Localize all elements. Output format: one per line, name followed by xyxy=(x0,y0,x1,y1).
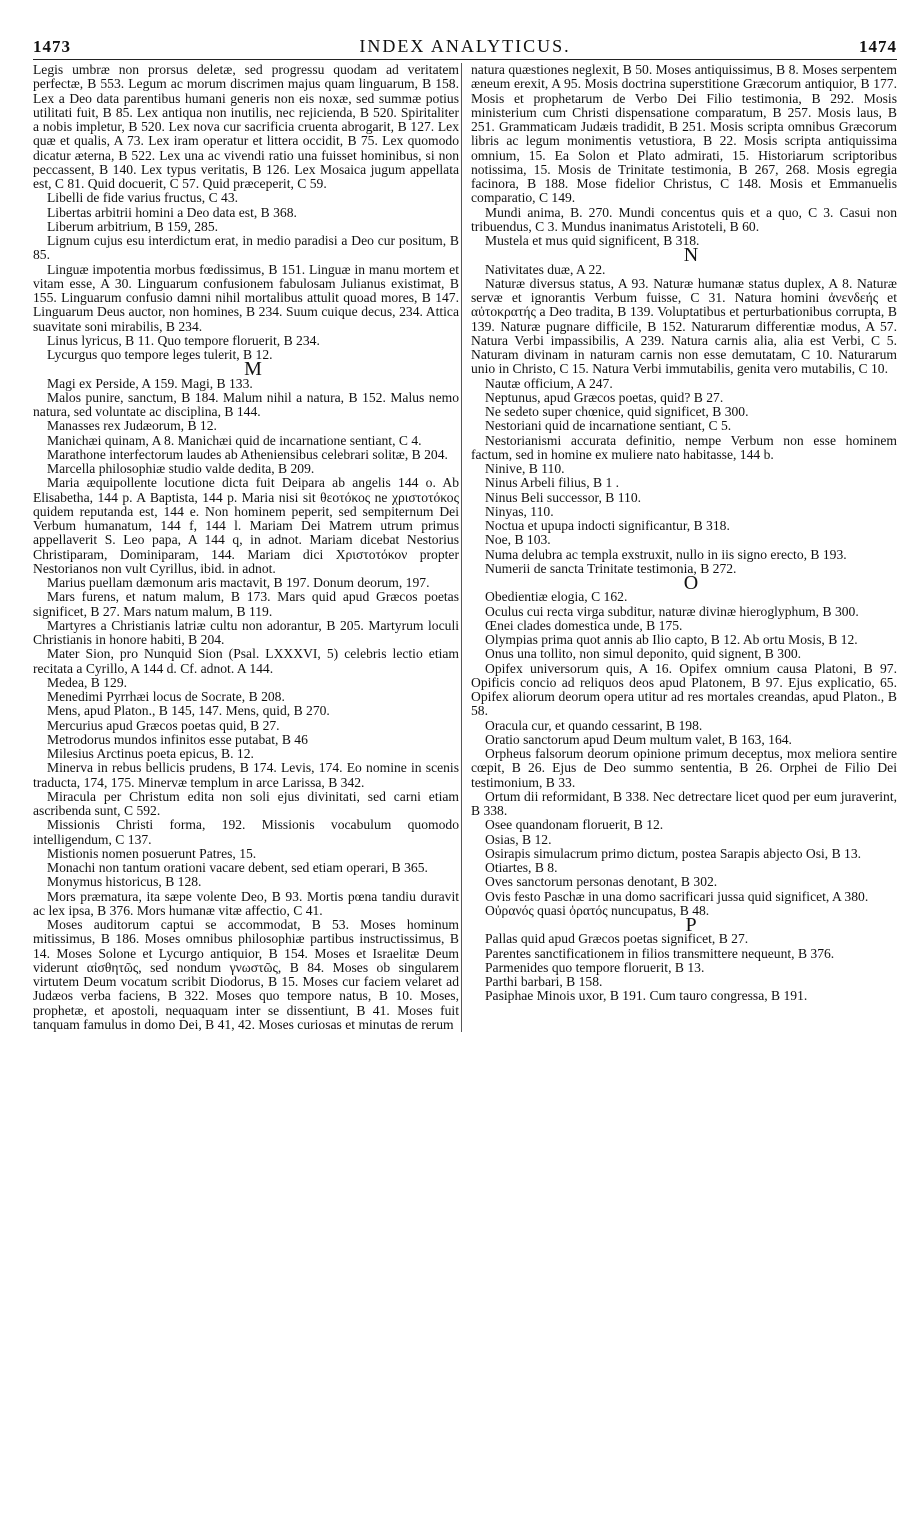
index-entry: Manasses rex Judæorum, B 12. xyxy=(47,418,217,434)
index-entry: Mars furens, et natum malum, B 173. Mars quid apud Græcos poetas significet, B 27. Mars natum malum, B 119. xyxy=(33,589,459,619)
index-entry: Numerii de sancta Trinitate testimonia, B 272. xyxy=(485,560,737,576)
index-entry: Parmenides quo tempore floruerit, B 13. xyxy=(485,959,705,975)
index-entry: Moses auditorum captui se accommodat, B 53. Moses hominum mitissimus, B 186. Moses omnibus philosophiæ partibus instructissimus, B 14. Moses Solone et Lycurgo antiquior, B 154. Moses et Israelitæ Deum viderunt αἰσθητῶς, sed nondum γνωστῶς, B 84. Moses ob singularem virtutem Deum vocatum scribit Diodorus, B 15. Moses cur faciem velaret ad Judæos verba faciens, B 322. Moses quo tempore natus, B 10. Moses, prophetæ, et apostoli, nequaquam inter se dissentiunt, B 41. Moses fuit tanquam famulus in domo Dei, B 41, 42. Moses curiosas et minutas de rerum xyxy=(33,917,459,1032)
index-entry: Martyres a Christianis latriæ cultu non adorantur, B 205. Martyrum loculi Christianis in honore habiti, B 204. xyxy=(33,617,459,647)
running-title: INDEX ANALYTICUS. xyxy=(359,36,571,56)
index-entry: natura quæstiones neglexit, B 50. Moses antiquissimus, B 8. Moses serpentem æneum erexit, A 95. Mosis doctrina superstitione Græcorum antiquior, B 177. Mosis et prophetarum de Verbo Dei Filio testimonia, B 292. Mosis ministerium cum Christi dispensatione comparatum, B 257. Mosis laus, B 251. Grammaticam Judæis tradidit, B 251. Mosis scripta omnibus Græcorum libris ac legum monimentis vetustiora, B 22. Mosis scripta antiquissima omnium, 15. Ea Solon et Plato admirati, 15. Historiarum scriptoribus notissima, 15. Mosis de Trinitate testimonia, B 267, 268. Mosis egregia facinora, B 188. Mose fidelior Christus, C 148. Mosis et Emmanuelis comparatio, C 149. xyxy=(471,62,897,206)
left-column xyxy=(33,63,459,1032)
index-entry: Manichæi quinam, A 8. Manichæi quid de incarnatione sentiant, C 4. xyxy=(47,432,422,448)
index-entry: Legis umbræ non prorsus deletæ, sed progressu quodam ad veritatem perfectæ, B 553. Legum ac morum discrimen majus quam linguarum, B 158. Lex a Deo data parentibus humani generis non eis noxæ, sed summæ potius utilitati fuit, B 85. Lex antiqua non inutilis, nec rejicienda, B 520. Spiritaliter a nobis impletur, B 520. Lex nova cur sacrificia cruenta abrogarit, B 127. Lex quæ et qualis, A 73. Lex iram operatur et littera occidit, B 75. Lex quomodo dicatur æterna, B 522. Lex una ac vivendi ratio una fuisset hominibus, si non peccassent, B 140. Lex typus veritatis, B 126. Lex Mosaica jugum appellata est, C 81. Quid docuerit, C 57. Quid præceperit, C 59. xyxy=(33,62,459,191)
index-entry: Linus lyricus, B 11. Quo tempore floruerit, B 234. xyxy=(47,332,320,348)
index-entry: Olympias prima quot annis ab Ilio capto, B 12. Ab ortu Mosis, B 12. xyxy=(485,632,858,647)
index-entry: Numa delubra ac templa exstruxit, nullo in iis signo erecto, B 193. xyxy=(485,546,847,562)
index-entry: Osias, B 12. xyxy=(485,831,552,847)
index-entry: Pallas quid apud Græcos poetas significet, B 27. xyxy=(485,931,749,947)
index-entry: Orpheus falsorum deorum opinione primum deceptus, mox meliora sentire cœpit, B 26. Ejus de Deo summo sententia, B 26. Orphei de Filio Dei testimonium, B 33. xyxy=(471,746,897,790)
index-entry: Oratio sanctorum apud Deum multum valet, B 163, 164. xyxy=(485,731,792,747)
section-letter: N xyxy=(683,244,699,267)
index-entry: Lignum cujus esu interdictum erat, in medio paradisi a Deo cur positum, B 85. xyxy=(33,233,459,263)
index-entry: Obedientiæ elogia, C 162. xyxy=(485,589,628,605)
index-entry: Ninyas, 110. xyxy=(485,503,554,519)
index-entry: Parentes sanctificationem in filios transmittere nequeunt, B 376. xyxy=(485,945,835,961)
index-entry: Mundi anima, B. 270. Mundi concentus quis et a quo, C 3. Casui non tribuendus, C 3. Mundus inanimatus Aristoteli, B 60. xyxy=(471,204,897,234)
index-entry: Οὐρανός quasi ὁρατός nuncupatus, B 48. xyxy=(485,902,710,918)
index-entry: Oracula cur, et quando cessarint, B 198. xyxy=(485,717,703,733)
right-page-number: 1474 xyxy=(859,37,897,56)
index-entry: Mustela et mus quid significent, B 318. xyxy=(485,233,700,248)
index-entry: Miracula per Christum edita non soli ejus divinitati, sed carni etiam ascribenda sunt, C 592. xyxy=(33,788,459,818)
section-letter: P xyxy=(685,914,697,936)
index-entry: Nestoriani quid de incarnatione sentiant, C 5. xyxy=(485,418,732,434)
index-entry: Libertas arbitrii homini a Deo data est, B 368. xyxy=(47,204,297,220)
index-entry: Monymus historicus, B 128. xyxy=(47,874,202,890)
index-entry: Malos punire, sanctum, B 184. Malum nihil a natura, B 152. Malus nemo natura, sed voluntate ac disciplina, B 144. xyxy=(33,389,459,419)
section-letter: O xyxy=(683,572,699,594)
index-entry: Pasiphae Minois uxor, B 191. Cum tauro congressa, B 191. xyxy=(485,988,808,1004)
index-entry: Osee quandonam floruerit, B 12. xyxy=(485,817,664,833)
index-entry: Noctua et upupa indocti significantur, B 318. xyxy=(485,518,730,533)
index-entry: Naturæ diversus status, A 93. Naturæ humanæ status duplex, A 8. Naturæ servæ et ignorantis Verbum fuisse, C 31. Natura homini ἀνενδεής et αὐτοκρατής a Deo tradita, B 139. Voluptatibus et perturbationibus corrupta, B 139. Naturæ pugnare difficile, B 152. Naturarum differentiæ modus, A 57. Natura Verbi impassibilis, A 239. Natura carnis alia, alia est Verbi, C 5. Naturam divinam in naturam carnis non esse demutatam, C 10. Naturarum unio in Christo, C 15. Natura Verbi immutabilis, genita vero mutabilis, C 10. xyxy=(471,275,897,377)
index-entry: Opifex universorum quis, A 16. Opifex omnium causa Platoni, B 97. Opificis concio ad reliquos deos apud Platonem, B 97. Ejus explicatio, 65. Opifex aliorum deorum opera utitur ad res mortales creandas, apud Platon., B 58. xyxy=(471,660,897,719)
index-entry: Libelli de fide varius fructus, C 43. xyxy=(47,190,239,206)
index-entry: Ninive, B 110. xyxy=(485,461,565,476)
index-entry: Maria æquipollente locutione dicta fuit Deipara ab angelis 144 o. Ab Elisabetha, 144 p. A Baptista, 144 p. Maria nisi sit θεοτόκος ne χριστοτόκος quidem reputanda est, 144 e. Non hominem peperit, sed sempiternum Dei Verbum humanatum, 144 f, 144 l. Mariam Dei Matrem utrum primus appellaverit S. Leo papa, A 144 q, in adnot. Mariam dicebat Nestorius Christiparam, Dominiparam, 144. Mariam dici Χριστοτόκον propter Nestorianos non vult Cyrillus, ibid. in adnot. xyxy=(33,475,459,576)
index-entry: Marathone interfectorum laudes ab Atheniensibus celebrari solitæ, B 204. xyxy=(47,446,448,462)
index-entry: Mens, apud Platon., B 145, 147. Mens, quid, B 270. xyxy=(47,703,330,719)
index-entry: Osirapis simulacrum primo dictum, postea Sarapis abjecto Osi, B 13. xyxy=(485,845,862,861)
index-entry: Oculus cui recta virga subditur, naturæ divinæ hieroglyphum, B 300. xyxy=(485,603,859,619)
index-entry: Mistionis nomen posuerunt Patres, 15. xyxy=(47,845,257,861)
index-entry: Oves sanctorum personas denotant, B 302. xyxy=(485,874,718,890)
index-entry: Neptunus, apud Græcos poetas, quid? B 27. xyxy=(485,389,724,405)
index-entry: Nestorianismi accurata definitio, nempe Verbum non esse hominem factum, sed in homine ex muliere nato habitasse, 144 b. xyxy=(471,432,897,462)
index-entry: Ne sedeto super chœnice, quid significet, B 300. xyxy=(485,404,749,419)
left-page-number: 1473 xyxy=(33,37,71,56)
index-entry: Nativitates duæ, A 22. xyxy=(485,261,606,277)
index-entry: Mercurius apud Græcos poetas quid, B 27. xyxy=(47,717,280,733)
index-entry: Ninus Arbeli filius, B 1 . xyxy=(485,475,620,491)
index-entry: Linguæ impotentia morbus fœdissimus, B 151. Linguæ in manu mortem et vitam esse, A 30. Linguarum confusionem fabulosam Julianus existimat, B 155. Linguarum confusio damni nihil mortalibus attulit quoad mores, B 147. Linguarum Deus auctor, non homines, B 234. Suum cuique decus, 234. Attica suavitate soni mirabilis, B 234. xyxy=(33,261,459,334)
index-entry: Mors præmatura, ita sæpe volente Deo, B 93. Mortis pœna tandiu duravit ac lex ipsa, B 376. Mors humanæ vitæ affectio, C 41. xyxy=(33,888,459,918)
index-entry: Marius puellam dæmonum aris mactavit, B 197. Donum deorum, 197. xyxy=(47,575,430,590)
index-entry: Parthi barbari, B 158. xyxy=(485,974,603,989)
index-entry: Ortum dii reformidant, B 338. Nec detrectare licet quod per eum juraverint, B 338. xyxy=(471,788,897,818)
index-entry: Ninus Beli successor, B 110. xyxy=(485,489,642,505)
index-entry: Marcella philosophiæ studio valde dedita, B 209. xyxy=(47,461,315,476)
index-entry: Noe, B 103. xyxy=(485,532,551,548)
index-entry: Œnei clades domestica unde, B 175. xyxy=(485,617,683,633)
index-entry: Onus una tollito, non simul deponito, quid signent, B 300. xyxy=(485,646,802,662)
index-entry: Mater Sion, pro Nunquid Sion (Psal. LXXXVI, 5) celebris lectio etiam recitata a Cyrillo, A 144 d. Cf. adnot. A 144. xyxy=(33,646,459,676)
page-header xyxy=(33,36,897,60)
index-entry: Nautæ officium, A 247. xyxy=(485,375,613,391)
index-entry: Magi ex Perside, A 159. Magi, B 133. xyxy=(47,375,253,391)
index-entry: Menedimi Pyrrhæi locus de Socrate, B 208. xyxy=(47,689,285,704)
index-entry: Ovis festo Paschæ in una domo sacrificari jussa quid significet, A 380. xyxy=(485,888,869,904)
index-entry: Otiartes, B 8. xyxy=(485,860,558,875)
index-entry: Metrodorus mundos infinitos esse putabat, B 46 xyxy=(47,731,308,747)
right-column xyxy=(471,63,897,1032)
index-entry: Missionis Christi forma, 192. Missionis vocabulum quomodo intelligendum, C 137. xyxy=(33,817,459,847)
section-letter: M xyxy=(244,358,262,381)
index-entry: Medea, B 129. xyxy=(47,674,128,690)
index-entry: Liberum arbitrium, B 159, 285. xyxy=(47,218,219,234)
index-columns xyxy=(33,63,897,1032)
index-entry: Milesius Arctinus poeta epicus, B. 12. xyxy=(47,746,254,761)
index-entry: Monachi non tantum orationi vacare debent, sed etiam operari, B 365. xyxy=(47,860,428,875)
index-entry: Lycurgus quo tempore leges tulerit, B 12. xyxy=(47,347,273,362)
index-entry: Minerva in rebus bellicis prudens, B 174. Levis, 174. Eo nomine in scenis traducta, 174, 175. Minervæ templum in arce Larissa, B 342. xyxy=(33,760,459,790)
